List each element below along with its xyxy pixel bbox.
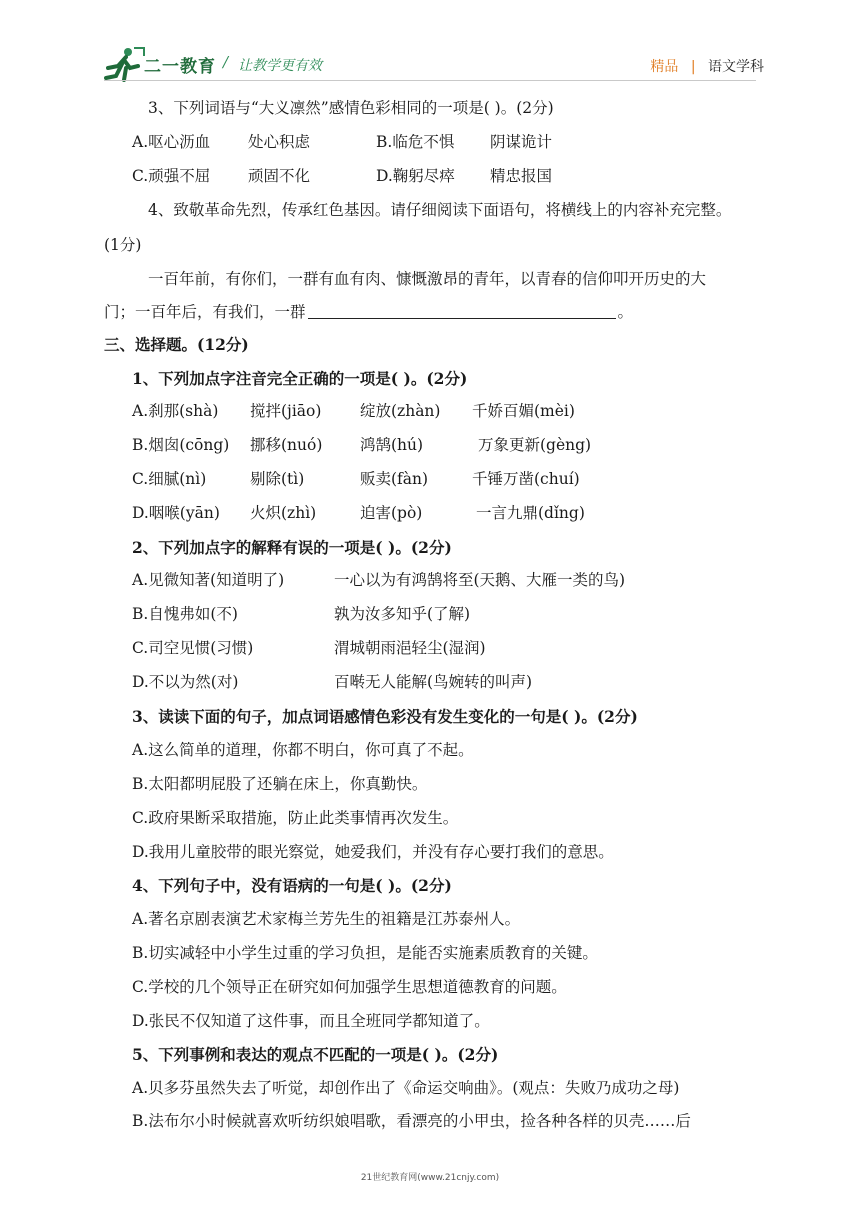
option-b: B.太阳都明屁股了还躺在床上，你真勤快。	[132, 775, 428, 793]
option-d-2: 火炽(zhì)	[250, 504, 317, 522]
logo-text: 二一教育	[144, 57, 216, 77]
option-b1: B.临危不惧	[376, 133, 455, 151]
option-d-1: D.咽喉(yān)	[132, 504, 220, 522]
option-a: A.这么简单的道理，你都不明白，你可真了不起。	[132, 741, 474, 759]
option-a1: A.呕心沥血	[132, 133, 211, 151]
option-b-3: 鸿鹄(hú)	[360, 436, 424, 454]
option-c-3: 贩卖(fàn)	[360, 470, 429, 488]
option-c-1: C.司空见惯(习惯)	[132, 639, 254, 657]
option-a-4: 千娇百媚(mèi)	[472, 402, 575, 420]
option-c2: 顽固不化	[248, 167, 311, 185]
question-stem: 2、下列加点字的解释有误的一项是( )。(2分)	[132, 538, 452, 557]
option-b: B.切实减轻中小学生过重的学习负担，是能否实施素质教育的关键。	[132, 944, 598, 962]
option-d: D.张民不仅知道了这件事，而且全班同学都知道了。	[132, 1012, 490, 1030]
passage-end: 。	[617, 303, 634, 321]
option-b-4: 万象更新(gèng)	[478, 436, 592, 454]
header-slogan: 让教学更有效	[238, 58, 322, 74]
question-stem: 3、读读下面的句子，加点词语感情色彩没有发生变化的一句是( )。(2分)	[132, 707, 638, 726]
question-stem: 5、下列事例和表达的观点不匹配的一项是( )。(2分)	[132, 1045, 499, 1064]
option-a-2: 搅拌(jiāo)	[250, 402, 322, 420]
option-c-2: 剔除(tì)	[250, 470, 305, 488]
option-d: D.我用儿童胶带的眼光察觉，她爱我们，并没有存心要打我们的意思。	[132, 843, 614, 861]
option-a-1: A.见微知著(知道明了)	[132, 571, 285, 589]
question-stem: 1、下列加点字注音完全正确的一项是( )。(2分)	[132, 369, 468, 388]
option-c-1: C.细腻(nì)	[132, 470, 207, 488]
question-stem: 4、致敬革命先烈，传承红色基因。请仔细阅读下面语句，将横线上的内容补充完整。	[148, 201, 732, 219]
option-d1: D.鞠躬尽瘁	[376, 167, 455, 185]
question-points: (1分)	[104, 236, 142, 254]
option-a: A.贝多芬虽然失去了听觉，却创作出了《命运交响曲》。(观点：失败乃成功之母)	[132, 1079, 680, 1097]
option-b-1: B.烟囱(cōng)	[132, 436, 230, 454]
passage-text: 门；一百年后，有我们，一群	[104, 303, 306, 321]
fill-in-blank[interactable]	[308, 304, 616, 319]
header-divider	[104, 80, 756, 81]
slogan-separator: /	[223, 53, 229, 71]
option-d2: 精忠报国	[490, 167, 553, 185]
option-b-1: B.自愧弗如(不)	[132, 605, 238, 623]
option-a-1: A.刹那(shà)	[132, 402, 219, 420]
option-d-4: 一言九鼎(dǐng)	[476, 504, 585, 522]
subject-label: 语文学科	[708, 59, 764, 75]
option-c1: C.顽强不屈	[132, 167, 211, 185]
option-c: C.政府果断采取措施，防止此类事情再次发生。	[132, 809, 459, 827]
running-man-logo-icon	[104, 46, 146, 82]
option-a-3: 绽放(zhàn)	[360, 402, 441, 420]
option-b-2: 孰为汝多知乎(了解)	[334, 605, 471, 623]
option-c-2: 渭城朝雨浥轻尘(湿润)	[334, 639, 486, 657]
question-stem: 4、下列句子中，没有语病的一句是( )。(2分)	[132, 876, 452, 895]
page-footer: 21世纪教育网(www.21cnjy.com)	[360, 1173, 500, 1183]
option-c-4: 千锤万凿(chuí)	[472, 470, 580, 488]
question-stem: 3、下列词语与“大义凛然”感情色彩相同的一项是( )。(2分)	[148, 99, 554, 117]
passage-line: 一百年前，有你们，一群有血有肉、慷慨激昂的青年，以青春的信仰叩开历史的大	[148, 270, 707, 288]
option-d-2: 百啭无人能解(鸟婉转的叫声)	[334, 673, 533, 691]
option-b-2: 挪移(nuó)	[250, 436, 323, 454]
option-d-3: 迫害(pò)	[360, 504, 423, 522]
passage-line	[104, 302, 633, 322]
option-a: A.著名京剧表演艺术家梅兰芳先生的祖籍是江苏泰州人。	[132, 910, 521, 928]
page-header	[0, 0, 860, 96]
option-a2: 处心积虑	[248, 133, 311, 151]
option-a-2: 一心以为有鸿鹄将至(天鹅、大雁一类的鸟)	[334, 571, 626, 589]
option-b2: 阴谋诡计	[490, 133, 553, 151]
option-d-1: D.不以为然(对)	[132, 673, 239, 691]
option-c: C.学校的几个领导正在研究如何加强学生思想道德教育的问题。	[132, 978, 567, 996]
header-separator: |	[690, 59, 696, 75]
section-title: 三、选择题。(12分)	[104, 335, 249, 354]
header-right	[650, 56, 764, 76]
option-b: B.法布尔小时候就喜欢听纺织娘唱歌，看漂亮的小甲虫，捡各种各样的贝壳……后	[132, 1112, 691, 1130]
quality-badge: 精品	[650, 59, 679, 75]
